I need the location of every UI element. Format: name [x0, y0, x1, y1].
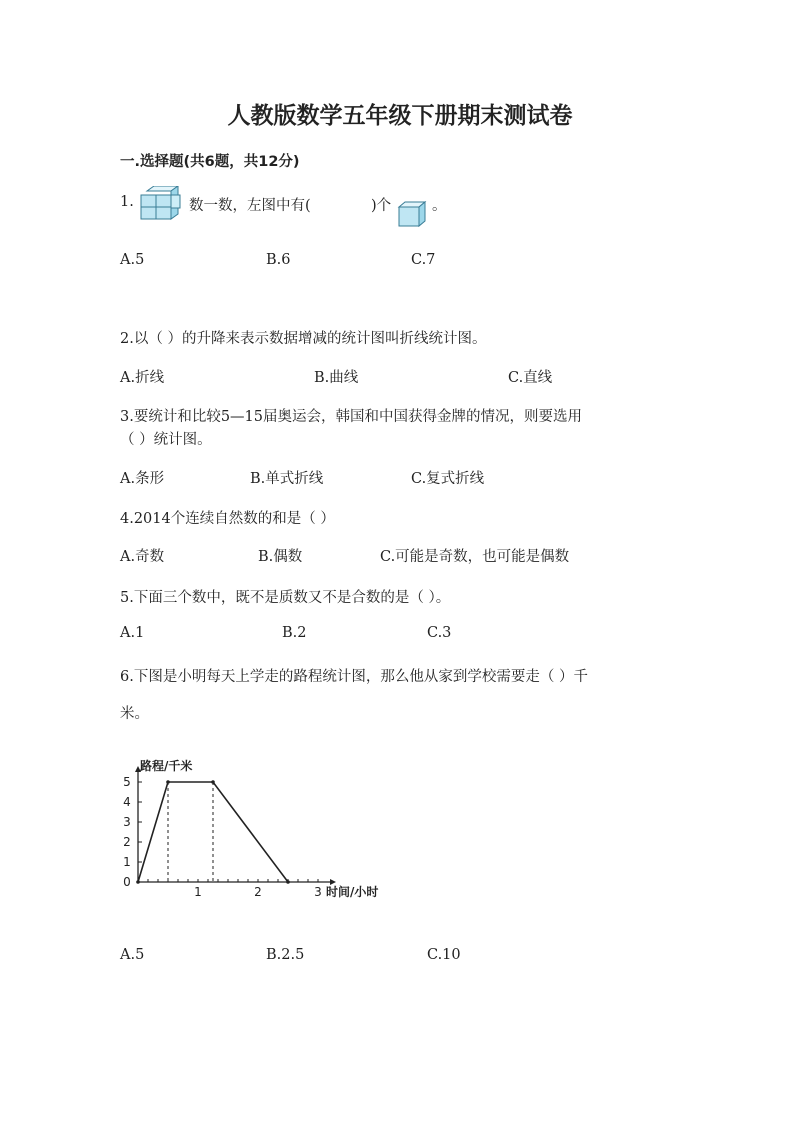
cube-icon	[397, 200, 427, 228]
q3-option-a[interactable]: A.条形	[120, 471, 165, 487]
q6-option-b[interactable]: B.2.5	[266, 947, 305, 963]
y-tick-label: 4	[123, 795, 131, 809]
q6-option-c[interactable]: C.10	[427, 947, 461, 963]
data-point	[286, 880, 290, 884]
question-2-text: 2.以（ ）的升降来表示数据增减的统计图叫折线统计图。	[120, 331, 487, 347]
question-4-text: 4.2014个连续自然数的和是（ ）	[120, 511, 335, 527]
q2-option-c[interactable]: C.直线	[508, 370, 553, 386]
data-point	[136, 880, 140, 884]
chart-axes	[135, 766, 336, 885]
q1-option-a[interactable]: A.5	[120, 252, 145, 268]
q5-option-c[interactable]: C.3	[427, 625, 452, 641]
q4-option-b[interactable]: B.偶数	[258, 549, 303, 565]
cube-stack-icon	[138, 186, 186, 228]
chart-guides	[168, 782, 213, 882]
x-axis-title: 时间/小时	[326, 885, 379, 899]
q1-option-b[interactable]: B.6	[266, 252, 291, 268]
q5-option-a[interactable]: A.1	[120, 625, 145, 641]
question-5-text: 5.下面三个数中，既不是质数又不是合数的是（ ）。	[120, 590, 451, 606]
x-tick-label: 2	[254, 885, 262, 899]
q3-option-b[interactable]: B.单式折线	[250, 471, 324, 487]
q3-option-c[interactable]: C.复式折线	[411, 471, 485, 487]
y-tick-label: 5	[123, 775, 131, 789]
q5-option-b[interactable]: B.2	[282, 625, 307, 641]
y-tick-label: 1	[123, 855, 131, 869]
chart-labels	[123, 758, 378, 899]
y-tick-label: 2	[123, 835, 131, 849]
y-tick-label: 0	[123, 875, 131, 889]
page-title: 人教版数学五年级下册期末测试卷	[227, 103, 573, 129]
x-tick-label: 3	[314, 885, 322, 899]
x-tick-label: 1	[194, 885, 202, 899]
y-axis-title: 路程/千米	[140, 759, 193, 773]
question-3-line-1: 3.要统计和比较5—15届奥运会，韩国和中国获得金牌的情况，则要选用	[120, 409, 583, 425]
q1-option-c[interactable]: C.7	[411, 252, 436, 268]
data-point	[211, 780, 215, 784]
question-6-line-1: 6.下图是小明每天上学走的路程统计图，那么他从家到学校需要走（ ）千	[120, 669, 588, 685]
question-1-text-b: )个	[371, 198, 392, 214]
distance-time-chart	[110, 750, 410, 910]
data-point	[166, 780, 170, 784]
question-3-line-2: （ ）统计图。	[120, 432, 212, 448]
section-heading: 一.选择题(共6题，共12分)	[120, 154, 300, 170]
q2-option-a[interactable]: A.折线	[120, 370, 165, 386]
q6-option-a[interactable]: A.5	[120, 947, 145, 963]
question-1-number: 1.	[120, 194, 134, 210]
q4-option-a[interactable]: A.奇数	[120, 549, 165, 565]
question-1-text-c: 。	[432, 198, 447, 214]
y-tick-label: 3	[123, 815, 131, 829]
question-6-line-2: 米。	[120, 706, 149, 722]
q2-option-b[interactable]: B.曲线	[314, 370, 359, 386]
question-1-text-a: 数一数，左图中有(	[189, 198, 311, 214]
q4-option-c[interactable]: C.可能是奇数，也可能是偶数	[380, 549, 570, 565]
